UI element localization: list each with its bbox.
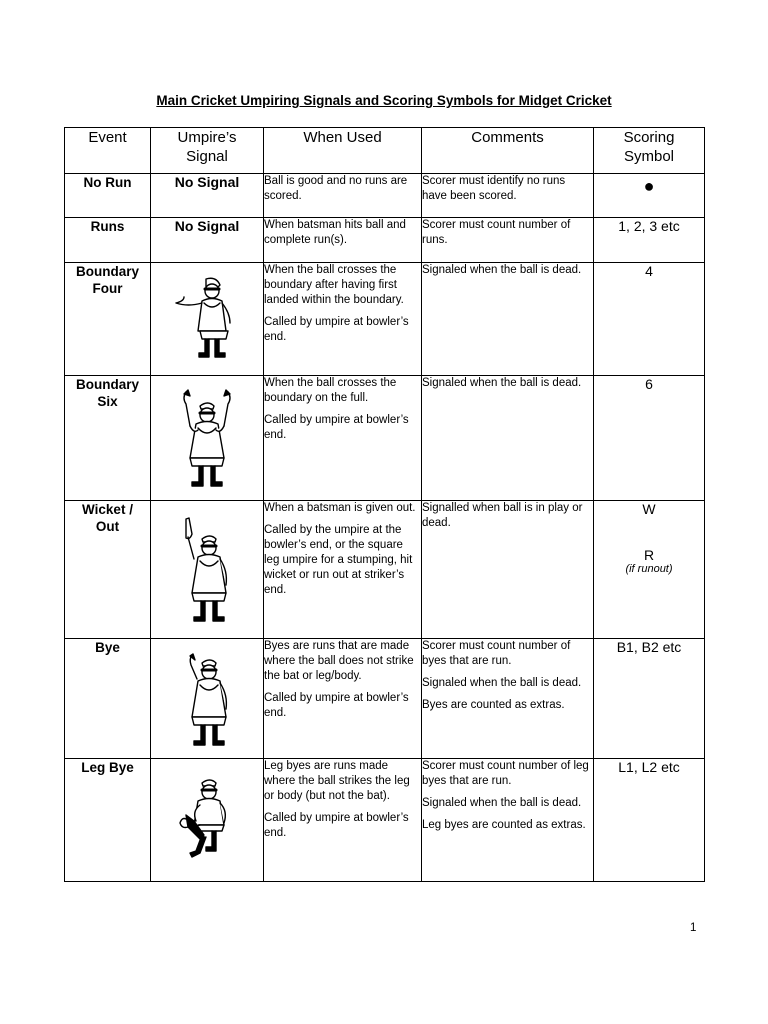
signal-cell: No Signal [151, 174, 264, 218]
umpire-boundary-four-icon [172, 275, 242, 359]
comments-text: Leg byes are counted as extras. [422, 819, 586, 831]
event-cell: Boundary Four [65, 263, 151, 376]
comments-text: Scorer must count number of byes that are run. [422, 640, 571, 667]
page-title: Main Cricket Umpiring Signals and Scoring Symbols for Midget Cricket [156, 93, 612, 108]
when-used-text: When a batsman is given out. [264, 502, 416, 514]
comments-text: Signalled when ball is in play or dead. [422, 502, 583, 529]
signal-cell [151, 263, 264, 376]
umpire-out-icon [172, 517, 242, 627]
column-header-when: When Used [264, 128, 422, 174]
symbol-cell [594, 639, 705, 759]
event-cell: Wicket / Out [65, 501, 151, 639]
when-used-cell [264, 759, 422, 882]
scoring-symbol: 4 [645, 263, 653, 279]
scoring-symbol: ● [643, 176, 655, 196]
scoring-symbol: L1, L2 etc [618, 759, 680, 775]
when-used-text: Ball is good and no runs are scored. [264, 175, 408, 202]
page-number: 1 [690, 922, 697, 934]
when-used-text: Leg byes are runs made where the ball strikes the leg or body (but not the bat). [264, 760, 410, 802]
when-used-text: Byes are runs that are made where the ball does not strike the bat or leg/body. [264, 640, 414, 682]
event-cell: Runs [65, 218, 151, 263]
scoring-symbol-note: (if runout) [625, 563, 673, 575]
when-used-cell [264, 639, 422, 759]
scoring-symbol: 6 [645, 376, 653, 392]
table-row [65, 174, 705, 218]
column-header-event: Event [65, 128, 151, 174]
symbol-cell [594, 501, 705, 639]
when-used-cell [264, 263, 422, 376]
when-used-cell [264, 174, 422, 218]
symbol-cell [594, 376, 705, 501]
signal-cell [151, 639, 264, 759]
table-row [65, 263, 705, 376]
event-cell: No Run [65, 174, 151, 218]
scoring-symbol: 1, 2, 3 etc [618, 218, 680, 234]
event-cell: Bye [65, 639, 151, 759]
symbol-cell [594, 759, 705, 882]
when-used-text: Called by umpire at bowler’s end. [264, 414, 409, 441]
scoring-symbol: W [642, 501, 656, 517]
table-row [65, 376, 705, 501]
comments-text: Signaled when the ball is dead. [422, 264, 582, 276]
event-cell: Leg Bye [65, 759, 151, 882]
umpire-boundary-six-icon [172, 388, 242, 492]
when-used-text: Called by the umpire at the bowler’s end, or the square leg umpire for a stumping, hit wicket or run out at striker’s end. [264, 524, 413, 596]
when-used-text: When the ball crosses the boundary after having first landed within the boundary. [264, 264, 404, 306]
when-used-text: Called by umpire at bowler’s end. [264, 692, 409, 719]
when-used-cell [264, 501, 422, 639]
scoring-symbol: B1, B2 etc [616, 639, 682, 655]
table-row [65, 501, 705, 639]
table-row [65, 218, 705, 263]
signal-cell [151, 759, 264, 882]
signals-table [64, 127, 705, 882]
column-header-comments: Comments [422, 128, 594, 174]
column-header-symbol: Scoring Symbol [594, 128, 705, 174]
signal-cell [151, 501, 264, 639]
comments-cell [422, 639, 594, 759]
column-header-signal: Umpire’s Signal [151, 128, 264, 174]
umpire-bye-icon [172, 653, 242, 751]
comments-text: Scorer must count number of runs. [422, 219, 571, 246]
when-used-cell [264, 218, 422, 263]
comments-cell [422, 174, 594, 218]
scoring-symbol-runout: R [643, 547, 655, 563]
comments-cell [422, 263, 594, 376]
comments-cell [422, 501, 594, 639]
umpire-leg-bye-icon [172, 779, 242, 863]
event-cell: Boundary Six [65, 376, 151, 501]
when-used-text: When batsman hits ball and complete run(s). [264, 219, 406, 246]
symbol-cell [594, 263, 705, 376]
comments-text: Signaled when the ball is dead. [422, 797, 582, 809]
comments-cell [422, 759, 594, 882]
comments-text: Scorer must count number of leg byes that are run. [422, 760, 589, 787]
when-used-text: When the ball crosses the boundary on the full. [264, 377, 397, 404]
signal-cell: No Signal [151, 218, 264, 263]
symbol-cell [594, 174, 705, 218]
signal-cell [151, 376, 264, 501]
comments-cell [422, 218, 594, 263]
when-used-text: Called by umpire at bowler’s end. [264, 812, 409, 839]
table-row [65, 639, 705, 759]
when-used-cell [264, 376, 422, 501]
comments-text: Signaled when the ball is dead. [422, 377, 582, 389]
symbol-cell [594, 218, 705, 263]
table-row [65, 759, 705, 882]
comments-text: Signaled when the ball is dead. [422, 677, 582, 689]
when-used-text: Called by umpire at bowler’s end. [264, 316, 409, 343]
comments-cell [422, 376, 594, 501]
comments-text: Scorer must identify no runs have been scored. [422, 175, 566, 202]
comments-text: Byes are counted as extras. [422, 699, 565, 711]
table-header-row [65, 128, 705, 174]
